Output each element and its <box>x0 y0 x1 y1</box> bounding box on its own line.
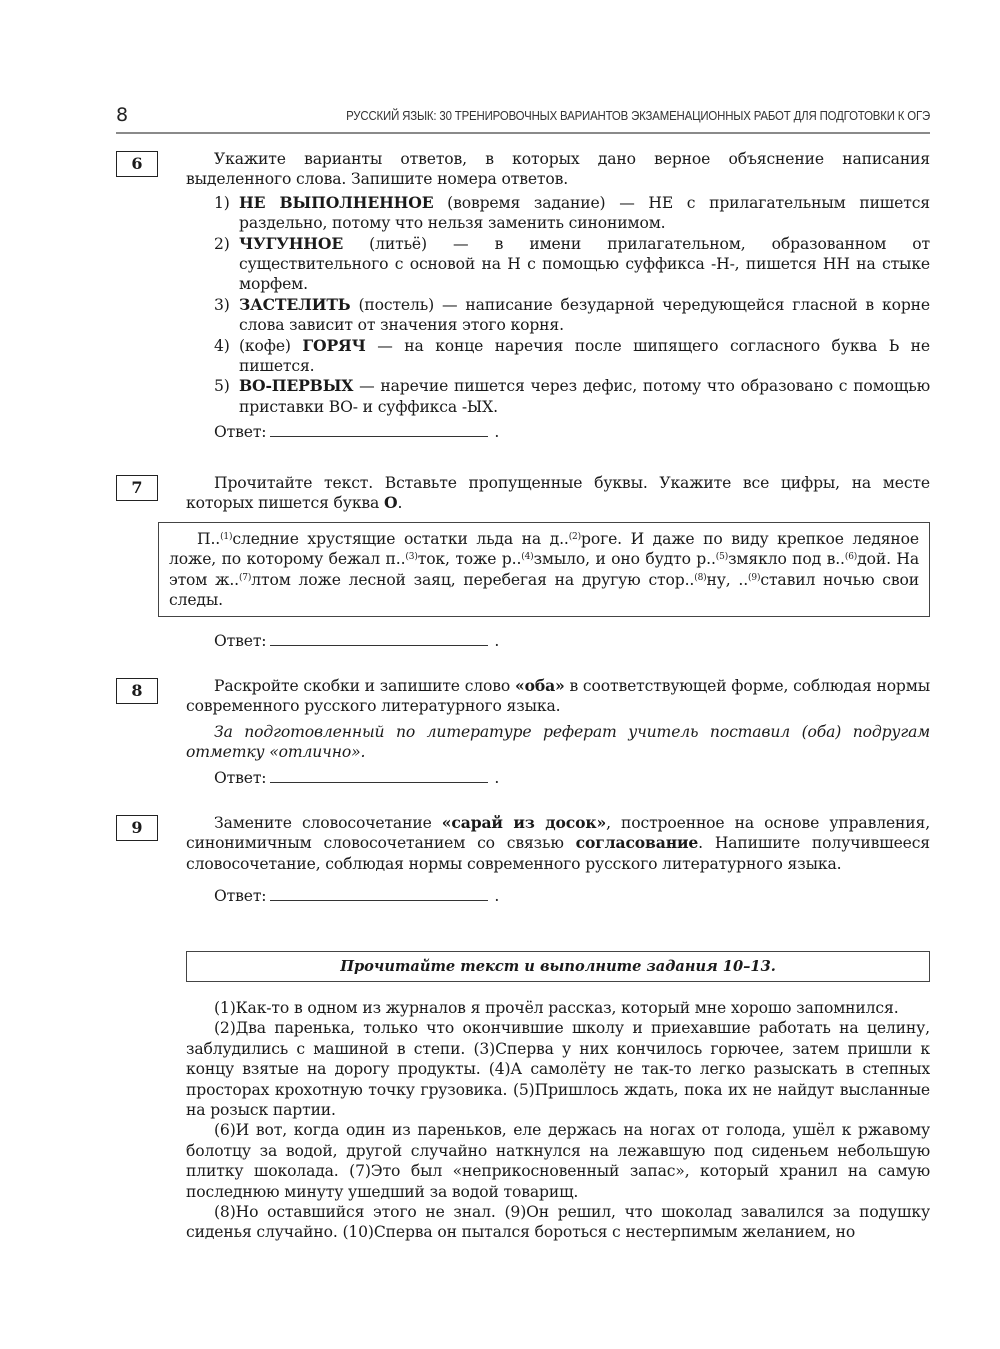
option-item: 2) ЧУГУННОЕ (литьё) — в имени прилагательном, образованном от существительного с основой на Н с помощью суффикса -Н-, пишется НН на стыке морфем. <box>214 233 930 294</box>
reading-paragraph: (6)И вот, когда один из пареньков, еле держась на ногах от голода, ушёл к ржавому болотцу за водой, другой случайно наткнулся на лежавшую под сиденьем небольшую плитку шоколада. (7)Это был «неприкосновенный запас», который хранил на самую последнюю минуту ушедший за водой товарищ. <box>186 1121 930 1201</box>
task-number-box: 6 <box>116 151 158 177</box>
task-number-box: 7 <box>116 475 158 501</box>
answer-blank[interactable] <box>270 422 488 437</box>
example-sentence: За подготовленный по литературе реферат учитель поставил (оба) подругам отметку «отлично». <box>186 722 930 762</box>
running-title: РУССКИЙ ЯЗЫК: 30 ТРЕНИРОВОЧНЫХ ВАРИАНТОВ ЭКЗАМЕНАЦИОННЫХ РАБОТ ДЛЯ ПОДГОТОВКИ К ОГЭ <box>345 108 930 123</box>
reading-instruction-banner: Прочитайте текст и выполните задания 10–13. <box>186 951 930 982</box>
reading-paragraph: (1)Как-то в одном из журналов я прочёл рассказ, который мне хорошо запомнился. <box>214 999 899 1017</box>
answer-blank[interactable] <box>270 631 488 646</box>
task-number-box: 8 <box>116 678 158 704</box>
option-item: 5) ВО-ПЕРВЫХ — наречие пишется через дефис, потому что образовано с помощью приставки ВО- и суффикса -ЫХ. <box>214 376 930 416</box>
exercise-text: П..$^{(1)}$следние хрустящие остатки льда на д..$^{(2)}$роге. И даже по виду крепкое ледяное ложе, по которому бежал п..$^{(3)}$ток, тоже р..$^{(4)}$змыло, и оно будто р..$^{(5)}$змякло под в..$^{(6)}$дой. На этом ж..$^{(7)}$лтом ложе лесной заяц, перебегая на другую стор..$^{(8)}$ну, ..$^{(9)}$ставил ночью свои следы. <box>169 529 919 610</box>
answer-field: Ответ: . <box>214 887 500 906</box>
answer-blank[interactable] <box>270 768 488 783</box>
reading-text <box>186 998 930 1243</box>
answer-field: Ответ: . <box>214 423 500 442</box>
answer-label: Ответ: <box>214 887 267 906</box>
reading-paragraph: (8)Но оставшийся этого не знал. (9)Он решил, что шоколад завалился за подушку сиденья случайно. (10)Сперва он пытался бороться с нестерпимым желанием, но <box>186 1203 930 1242</box>
task-prompt: Укажите варианты ответов, в которых дано верное объяснение написания выделенного слова. Запишите номера ответов. <box>186 150 930 189</box>
option-item: 4) (кофе) ГОРЯЧ — на конце наречия после шипящего согласного буква Ь не пишется. <box>214 335 930 376</box>
task-7 <box>116 473 930 652</box>
answer-label: Ответ: <box>214 768 267 787</box>
task-prompt: Прочитайте текст. Вставьте пропущенные буквы. Укажите все цифры, на месте которых пишется буква О. <box>186 474 930 513</box>
answer-field: Ответ: . <box>214 768 500 787</box>
answer-field: Ответ: . <box>214 632 500 651</box>
answer-label: Ответ: <box>214 632 267 651</box>
task-prompt: Раскройте скобки и запишите слово «оба» в соответствующей форме, соблюдая нормы современного русского литературного языка. <box>186 676 930 716</box>
task-number-box: 9 <box>116 815 158 841</box>
option-item: 3) ЗАСТЕЛИТЬ (постель) — написание безударной чередующейся гласной в корне слова зависит от значения этого корня. <box>214 294 930 335</box>
reading-paragraph: (2)Два паренька, только что окончившие школу и приехавшие работать на целину, заблудились с машиной в степи. (3)Сперва у них кончилось горючее, затем пришли к концу взятые на дорогу продукты. (4)А самолёту не так-то легко разыскать в степных просторах крохотную точку грузовика. (5)Пришлось ждать, пока их не найдут высланные на розыск партии. <box>186 1019 930 1120</box>
page-number: 8 <box>116 104 129 126</box>
answer-blank[interactable] <box>270 886 488 901</box>
option-item: 1) НЕ ВЫПОЛНЕННОЕ (вовремя задание) — НЕ с прилагательным пишется раздельно, потому что нельзя заменить синонимом. <box>214 192 930 233</box>
option-list <box>186 193 930 417</box>
answer-label: Ответ: <box>214 423 267 442</box>
page-header <box>116 104 930 134</box>
task-9 <box>116 813 930 907</box>
task-prompt: Замените словосочетание «сарай из досок», построенное на основе управления, синонимичным словосочетанием со связью согласование. Напишите получившееся словосочетание, соблюдая нормы современного русского литературного языка. <box>186 813 931 873</box>
task-8 <box>116 676 930 788</box>
exercise-text-frame <box>158 522 930 618</box>
task-6 <box>116 149 930 443</box>
